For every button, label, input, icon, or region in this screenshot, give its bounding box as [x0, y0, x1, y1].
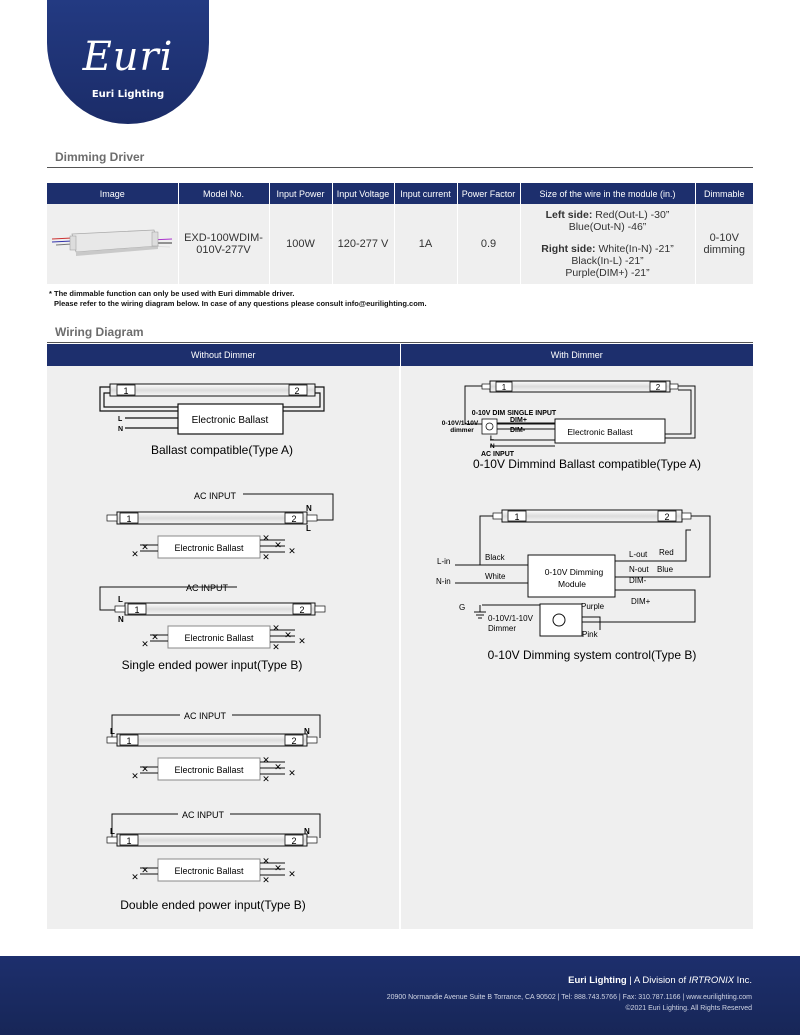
dim-minus-b-label: DIM-: [629, 576, 647, 585]
cut-wire-icon: ✕: [284, 630, 292, 640]
section-title-wiring: Wiring Diagram: [55, 325, 144, 339]
cut-wire-icon: ✕: [272, 623, 280, 633]
dimmer-b-label-1: 0-10V/1-10V: [488, 614, 533, 623]
voltage-cell: 120-277 V: [332, 204, 394, 284]
footer-address: 20900 Normandie Avenue Suite B Torrance, CA 90502 | Tel: 888.743.5766 | Fax: 310.787.1166 | www.eurilighting.com: [386, 994, 752, 1001]
cut-wire-icon: ✕: [151, 632, 159, 642]
diagram-type-b-double-2: [107, 810, 320, 912]
module-label-1: 0-10V Dimming: [544, 567, 604, 577]
l-label: L: [490, 435, 494, 442]
ac-input-label: AC INPUT: [185, 583, 229, 593]
cut-wire-icon: ✕: [141, 764, 149, 774]
diagram-type-b-single-1: [107, 491, 333, 562]
logo-name: Euri Lighting: [91, 89, 165, 100]
header-pf: Power Factor: [457, 183, 520, 204]
dimmer-a-label-2: dimmer: [450, 427, 474, 434]
pink-wire-label: Pink: [582, 630, 598, 639]
model-line-2: 010V-277V: [196, 244, 251, 256]
diagram-type-b-double-1: [107, 711, 320, 784]
pin-1-label: 1: [514, 512, 520, 522]
pin-2-label: 2: [291, 514, 297, 524]
blue-wire-label: Blue: [657, 565, 674, 574]
left-wire-2: Blue(Out-N) -46”: [568, 221, 647, 233]
col-without-dimmer: Without Dimmer: [47, 344, 401, 366]
ac-input-a-label: AC INPUT: [481, 451, 515, 458]
power-cell: 100W: [269, 204, 332, 284]
dim-line-1: 0-10V: [709, 232, 739, 244]
pin-2-label: 2: [299, 605, 305, 615]
cut-wire-icon: ✕: [274, 762, 282, 772]
cut-wire-icon: ✕: [131, 872, 139, 882]
right-wire-1: White(In-N) -21”: [595, 243, 674, 255]
diagram-type-a: [100, 384, 324, 457]
pin-1-label: 1: [134, 605, 140, 615]
cut-wire-icon: ✕: [141, 542, 149, 552]
cut-wire-icon: ✕: [288, 768, 296, 778]
n-label: N: [490, 443, 495, 450]
l-out-label: L-out: [629, 550, 648, 559]
pin-1-label: 1: [501, 383, 507, 392]
cut-wire-icon: ✕: [262, 875, 270, 885]
red-wire-label: Red: [659, 548, 674, 557]
cut-wire-icon: ✕: [131, 549, 139, 559]
pin-1-label: 1: [126, 736, 132, 746]
left-side-label: Left side:: [545, 209, 593, 221]
ac-input-label: AC INPUT: [183, 711, 227, 721]
pin-1-label: 1: [126, 514, 132, 524]
module-label-2: Module: [558, 579, 586, 589]
dim-line-2: dimming: [703, 244, 746, 256]
header-voltage: Input Voltage: [332, 183, 394, 204]
pin-2-label: 2: [655, 383, 661, 392]
cut-wire-icon: ✕: [131, 771, 139, 781]
n-label: N: [304, 827, 310, 836]
footer-parent: IRTRONIX: [688, 975, 735, 986]
current-cell: 1A: [394, 204, 457, 284]
ac-input-label: AC INPUT: [181, 810, 225, 820]
pin-2-label: 2: [294, 386, 300, 396]
n-in-label: N-in: [436, 577, 451, 586]
dim-plus-b-label: DIM+: [631, 597, 651, 606]
diagram-dimmer-type-a: [442, 381, 701, 471]
l-label: L: [306, 524, 311, 533]
diagram-dimmer-type-b: [436, 510, 710, 662]
n-label: N: [118, 426, 124, 433]
diagram-type-b-single-2: [100, 583, 325, 672]
pin-1-label: 1: [126, 836, 132, 846]
cut-wire-icon: ✕: [288, 546, 296, 556]
header-wire-size: Size of the wire in the module (in.): [520, 183, 695, 204]
caption-type-a: Ballast compatible(Type A): [150, 443, 294, 457]
ballast-label: Electronic Ballast: [191, 415, 269, 426]
pin-1-label: 1: [123, 386, 129, 396]
ground-label: G: [459, 603, 466, 612]
note-line-1: * The dimmable function can only be used with Euri dimmable driver.: [49, 289, 295, 298]
cut-wire-icon: ✕: [262, 533, 270, 543]
footer-copyright: ©2021 Euri Lighting. All Rights Reserved: [625, 1005, 752, 1012]
caption-dimmer-type-a: 0-10V Dimmind Ballast compatible(Type A): [472, 457, 702, 471]
n-out-label: N-out: [629, 565, 649, 574]
n-label: N: [306, 504, 312, 513]
l-in-label: L-in: [437, 557, 451, 566]
dim-single-input-label: 0-10V DIM SINGLE INPUT: [471, 410, 557, 417]
white-wire-label: White: [485, 572, 506, 581]
cut-wire-icon: ✕: [262, 774, 270, 784]
footer-inc: Inc.: [734, 975, 752, 986]
ac-input-label: AC INPUT: [193, 491, 237, 501]
ballast-label: Electronic Ballast: [184, 633, 254, 643]
dimmer-a-label-1: 0-10V/1-10V: [441, 420, 479, 427]
model-line-1: EXD-100WDIM-: [184, 232, 263, 244]
pin-2-label: 2: [291, 736, 297, 746]
cut-wire-icon: ✕: [274, 540, 282, 550]
ballast-label: Electronic Ballast: [567, 427, 633, 437]
right-side-label: Right side:: [541, 243, 596, 255]
header-dimmable: Dimmable: [695, 183, 753, 204]
header-current: Input current: [394, 183, 457, 204]
l-label: L: [110, 827, 115, 836]
l-label: L: [110, 727, 115, 736]
black-wire-label: Black: [485, 553, 505, 562]
cut-wire-icon: ✕: [141, 865, 149, 875]
cut-wire-icon: ✕: [272, 642, 280, 652]
right-wire-3: Purple(DIM+) -21”: [565, 267, 650, 279]
logo-script: Euri: [82, 34, 174, 80]
ballast-label: Electronic Ballast: [174, 866, 244, 876]
note-line-2: Please refer to the wiring diagram below. In case of any questions please consult info@eurilighting.com.: [54, 299, 427, 308]
cut-wire-icon: ✕: [274, 863, 282, 873]
cut-wire-icon: ✕: [262, 856, 270, 866]
right-wire-2: Black(In-L) -21”: [571, 255, 644, 267]
header-model: Model No.: [178, 183, 269, 204]
footer-company: Euri Lighting: [568, 975, 627, 986]
col-with-dimmer: With Dimmer: [401, 344, 754, 366]
cut-wire-icon: ✕: [298, 636, 306, 646]
n-label: N: [118, 615, 124, 624]
ballast-label: Electronic Ballast: [174, 543, 244, 553]
footer-company-line: [568, 975, 752, 986]
dimmer-b-label-2: Dimmer: [488, 624, 516, 633]
caption-dimmer-type-b: 0-10V Dimming system control(Type B): [487, 648, 697, 662]
purple-wire-label: Purple: [581, 602, 605, 611]
footer-separator: | A Division of: [626, 975, 689, 986]
dim-plus-label: DIM+: [510, 417, 527, 424]
cut-wire-icon: ✕: [262, 755, 270, 765]
caption-type-b-single: Single ended power input(Type B): [121, 658, 303, 672]
n-label: N: [304, 727, 310, 736]
cut-wire-icon: ✕: [141, 639, 149, 649]
pf-cell: 0.9: [457, 204, 520, 284]
pin-2-label: 2: [664, 512, 670, 522]
header-image: Image: [47, 183, 178, 204]
dim-minus-label: DIM-: [510, 427, 526, 434]
header-power: Input Power: [269, 183, 332, 204]
ballast-label: Electronic Ballast: [174, 765, 244, 775]
caption-type-b-double: Double ended power input(Type B): [120, 898, 306, 912]
pin-2-label: 2: [291, 836, 297, 846]
l-label: L: [118, 416, 123, 423]
l-label: L: [118, 595, 123, 604]
section-title-dimming-driver: Dimming Driver: [55, 150, 145, 164]
cut-wire-icon: ✕: [288, 869, 296, 879]
cut-wire-icon: ✕: [262, 552, 270, 562]
left-wire-1: Red(Out-L) -30”: [592, 209, 670, 221]
